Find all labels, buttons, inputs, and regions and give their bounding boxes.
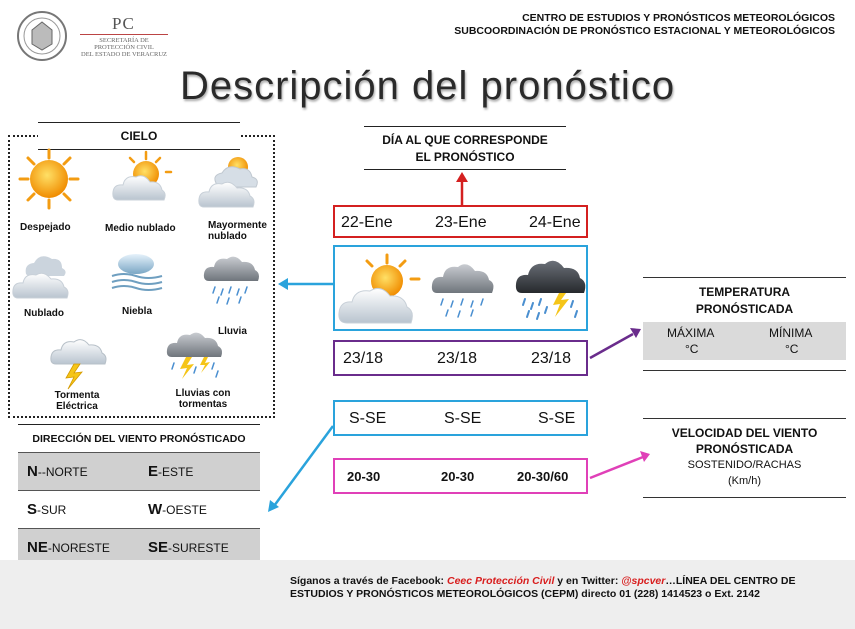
logo-subtitle: SECRETARÍA DE PROTECCIÓN CIVIL DEL ESTADO DE VERACRUZ xyxy=(81,37,167,58)
direction-ne: NE-NORESTE xyxy=(27,539,110,556)
wind-speed-legend-unit: (Km/h) xyxy=(728,475,761,487)
min-label: MÍNIMA xyxy=(769,326,813,340)
footer-contact: Síganos a través de Facebook: Ceec Protección Civil y en Twitter: @spcver…LÍNEA DEL CENTRO DE ESTUDIOS Y PRONÓSTICOS METEOROLÓGICOS (CEPM) directo 01 (228) 1414523 o Ext. 2142 xyxy=(290,575,796,600)
forecast-wind-dir-1: S-SE xyxy=(349,410,387,427)
forecast-day-1: 22-Ene xyxy=(341,214,393,231)
forecast-temp-1: 23/18 xyxy=(343,350,384,367)
day-label: DÍA AL QUE CORRESPONDE EL PRONÓSTICO xyxy=(364,126,566,170)
sky-legend-title: CIELO xyxy=(38,122,240,150)
sky-label-niebla: Niebla xyxy=(122,306,153,317)
facebook-link[interactable]: Ceec Protección Civil xyxy=(446,575,555,587)
forecast-wind-dir-2: S-SE xyxy=(444,410,482,427)
page-title: Descripción del pronóstico xyxy=(179,64,676,108)
partly-cloudy-icon xyxy=(337,253,421,332)
direction-s: S-SUR xyxy=(27,501,67,518)
forecast-wind-speed-3: 20-30/60 xyxy=(517,469,569,484)
forecast-wind-speed-2: 20-30 xyxy=(441,469,475,484)
rain-icon xyxy=(431,255,497,330)
forecast-day-2: 23-Ene xyxy=(435,214,487,231)
sky-label-lluvias-con-tormentas: Lluvias con tormentas xyxy=(175,388,231,410)
temperature-legend-values xyxy=(643,322,846,360)
header-line-2: SUBCOORDINACIÓN DE PRONÓSTICO ESTACIONAL Y METEOROLÓGICOS xyxy=(454,25,835,37)
forecast-days-row xyxy=(333,205,588,238)
wind-speed-legend-subtitle: SOSTENIDO/RACHAS xyxy=(687,459,802,471)
sky-label-despejado: Despejado xyxy=(20,222,71,233)
direction-e: E-ESTE xyxy=(148,463,194,480)
max-label: MÁXIMA xyxy=(667,326,715,340)
forecast-icons-row xyxy=(333,245,588,331)
forecast-temp-3: 23/18 xyxy=(531,350,572,367)
sky-label-nublado: Nublado xyxy=(24,308,64,319)
forecast-wind-speed-row xyxy=(333,458,588,494)
wind-speed-legend-panel xyxy=(643,418,846,498)
forecast-day-3: 24-Ene xyxy=(529,214,581,231)
sky-label-medio-nublado: Medio nublado xyxy=(105,223,176,234)
direction-se: SE-SURESTE xyxy=(148,539,229,556)
logo-title: PC xyxy=(112,14,135,33)
direction-n: N--NORTE xyxy=(27,463,88,480)
temperature-legend-title: TEMPERATURA PRONÓSTICADA xyxy=(695,285,794,316)
wind-speed-legend-title: VELOCIDAD DEL VIENTO PRONÓSTICADA xyxy=(671,426,818,456)
sky-label-lluvia: Lluvia xyxy=(218,326,247,337)
direction-w: W-OESTE xyxy=(148,501,207,518)
temperature-legend-panel xyxy=(643,277,846,371)
rain-thunderstorm-icon xyxy=(515,253,589,332)
twitter-link[interactable]: @spcver xyxy=(621,575,666,587)
sky-label-mayormente-nublado: Mayormente nublado xyxy=(208,220,267,242)
sky-label-tormenta-electrica: Tormenta Eléctrica xyxy=(54,390,100,412)
forecast-wind-dir-3: S-SE xyxy=(538,410,576,427)
max-unit: °C xyxy=(685,342,699,356)
forecast-wind-dir-row xyxy=(333,400,588,436)
forecast-temp-2: 23/18 xyxy=(437,350,478,367)
forecast-wind-speed-1: 20-30 xyxy=(347,469,381,484)
wind-direction-title: DIRECCIÓN DEL VIENTO PRONÓSTICADO xyxy=(18,424,260,453)
header-line-1: CENTRO DE ESTUDIOS Y PRONÓSTICOS METEOROLÓGICOS xyxy=(522,12,835,24)
min-unit: °C xyxy=(785,342,799,356)
forecast-temps-row xyxy=(333,340,588,376)
